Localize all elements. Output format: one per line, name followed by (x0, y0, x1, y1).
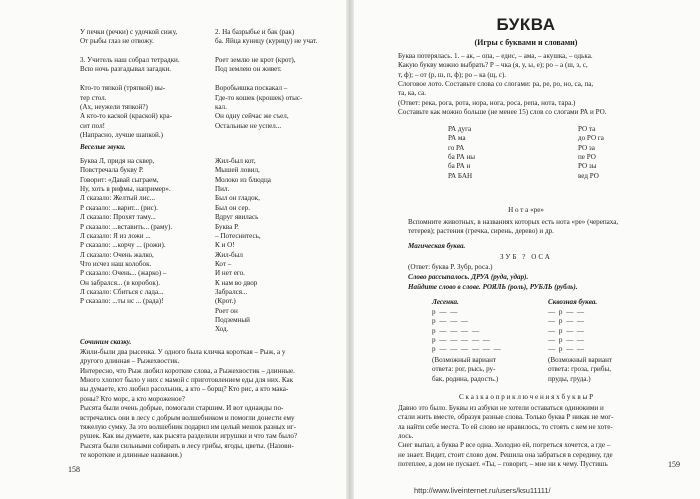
text-line: потеплее, а дом не пускает. «Ты, – говорит, – мне ни к чему. Пустишь (398, 460, 608, 469)
text-line (80, 47, 210, 56)
text-line: тер стол. (80, 93, 107, 102)
text-line: кал. (215, 102, 227, 111)
text-line: (Напрасно, лучше шапкой.) (80, 130, 163, 139)
text-line: лось. (398, 432, 414, 441)
through-letter-heading: Сквозная буква. (548, 298, 598, 306)
through-letter-answer (548, 356, 668, 384)
note-re-heading: Н о т а «ре» (508, 206, 544, 214)
text-line: Р сказало: Очень... (жарко) – (80, 269, 167, 278)
text-line: р — — — — (432, 326, 481, 335)
text-line: Где-то кошек (крошек) отыс- (215, 93, 303, 102)
text-line: Давно это было. Буквы из азбуки не хотели оставаться одинокими и (398, 404, 604, 412)
text-line: — р — — (548, 336, 586, 345)
text-line: 2. На базрыбье и бак (рак) (215, 28, 295, 36)
text-line: Жили-были два рысенка. У одного была кличка короткая – Рыж, а у (80, 348, 286, 356)
scattered-word: Слово рассыпалось. ДРУА (руда, удар). (408, 273, 529, 281)
text-line (80, 75, 210, 84)
text-line: Он одну сейчас же съел, (215, 112, 289, 121)
text-line: роны? Кто морс, а кто мороженое? (80, 394, 185, 403)
tale-letter-r (398, 404, 698, 470)
text-line: те короткие и длинные названия.) (80, 450, 182, 459)
tale-heading: С к а з к а о п р и к л ю ч е н и я х б у к в ы Р (458, 393, 594, 401)
text-line: Р сказало: ...ты нс ... (рада)! (80, 297, 164, 306)
text-line: — р — — (548, 326, 586, 335)
text-line: (Возможный вариант (548, 356, 613, 364)
page-number-left: 158 (68, 465, 80, 474)
text-line: Молоко из блюдца (215, 175, 271, 184)
text-line: р — — — (432, 317, 470, 326)
text-line: р — — (432, 308, 459, 316)
text-line: — р — — (548, 308, 586, 316)
tale-text (80, 348, 342, 460)
text-line: РО зы (578, 162, 597, 171)
text-line: ла найти себе места. То ей слово не нравилось, то стоять с кем не хоте- (398, 422, 613, 431)
text-line: ответа: гроза, грибы, (548, 365, 611, 374)
text-line: Какую букву можно выбрать? Р – чка (я, у, ы, е); ро – а (ш, з, с, (398, 61, 588, 70)
text-line: пруды, груда.) (548, 374, 591, 383)
text-line: (Крот.) (215, 297, 236, 306)
text-line: Л сказало: Желтый лис... (80, 194, 155, 203)
text-line: Л сказало: Прохят таму... (80, 213, 156, 222)
magic-letter-answer: (Ответ: буква Р. Зубр, роса.) (408, 263, 493, 271)
text-line: Снег выпал, а буква Р все одна. Холодно ей, погреться хочется, а где – (398, 441, 611, 450)
text-line: Жил-был кот, (215, 157, 256, 165)
text-line: Много хлопот было у них с мамой с приготовлением еды для них. Как (80, 376, 294, 385)
text-line: Р сказало: ...вставить... (раму). (80, 222, 173, 231)
text-line: Р сказало: ...варит... (рис). (80, 203, 158, 212)
text-line: Он забрался... (в коробок). (80, 278, 161, 287)
text-line: до РО га (578, 134, 604, 143)
text-line: р — — — — — (432, 336, 491, 345)
text-line: Вдруг явилась (215, 213, 259, 222)
text-line: Буква потерялась. 1. – ак, – опа, – едис, – ама, – акушка, – одька. (398, 52, 593, 60)
riddles-column-left (80, 28, 210, 140)
heading-fun-sounds: Веселые звуки. (80, 143, 126, 151)
text-line: Роет он (215, 306, 238, 315)
text-line: Кто-то тяпкой (тряпкой) вы- (80, 84, 166, 93)
text-line: РА ма (448, 134, 466, 143)
text-line: Р сказало: ...корчу ... (рожи). (80, 241, 166, 250)
heading-compose-tale: Сочиним сказку. (80, 338, 132, 346)
text-line: р — — — — — — (432, 345, 502, 354)
text-line: та, ка, са. (398, 89, 427, 98)
text-line: У печки (речки) с удочкой сижу, (80, 28, 178, 36)
ladder-heading: Лесенка. (432, 298, 459, 306)
page-number-right: 159 (668, 460, 680, 469)
magic-letter-heading: Магическая буква. (408, 242, 466, 250)
text-line: Л сказало: Очень жалко, (80, 250, 154, 259)
text-line: тяжелую сумку. За это волшебник подарил им целый мешок разных иг- (80, 422, 297, 431)
text-line: вед РО (578, 171, 599, 180)
text-line: Роет землю не крот (крот), (215, 56, 296, 65)
text-line: Рысята были сильными собирать в лесу грибы, ягоды, цветы. (Назови- (80, 441, 294, 450)
text-line: Под землею он живет. (215, 65, 282, 74)
riddles-column-right (215, 28, 345, 131)
text-line: Л сказало: Я из ложи ... (80, 231, 151, 240)
text-line: го РА (448, 143, 465, 152)
text-line: Был он гладок, (215, 194, 260, 203)
text-line (215, 47, 345, 56)
note-re-text (408, 218, 698, 237)
ladder-answer (432, 356, 552, 384)
text-line: рушек. Как вы думаете, как рысята разделили игрушки и что там было? (80, 432, 298, 441)
text-line: От рыбы глаз не отвожу. (80, 37, 154, 46)
text-line: другого длинная – Рыжехвостик. (80, 357, 180, 366)
text-line: Буква Л, придя на сквер, (80, 157, 155, 165)
text-line: 3. Учитель наш собрал тетрадки. (80, 56, 180, 65)
intro-exercises (398, 52, 698, 118)
page-subtitle: (Игры с буквами и словами) (474, 38, 578, 47)
text-line: РА БАН (448, 171, 473, 180)
text-line: Интересно, что Рыж любил короткие слова, а Рыжехвостик – длинные. (80, 366, 295, 375)
text-line: — р — — (548, 345, 586, 354)
text-line: Ну, хоть в рифмы, например». (80, 185, 171, 194)
word-in-word: Найдите слово в слове. РОЯЛЬ (роль), РУБЛЬ (рубль). (408, 283, 578, 291)
text-line: т, ф); – от (р, ш, п, ф); ро – ка (щ, с). (398, 70, 507, 79)
syllables-ro-list (578, 125, 668, 181)
text-line: И нет его. (215, 269, 245, 278)
text-line: вы думаете, кто любил расольник, а кто – борщ? Кто рис, а кто мака- (80, 385, 289, 394)
text-line: РО за (578, 143, 595, 152)
text-line: Всю ночь разгадывал загадки. (80, 65, 172, 74)
text-line: Мышей ловил, (215, 166, 260, 175)
text-line: ответа: рог, рысь, ру- (432, 365, 496, 374)
magic-letter-puzzle: ЗУБ ? ОСА (500, 253, 552, 261)
right-page (352, 0, 700, 499)
text-line: Забрался... (215, 288, 248, 297)
text-line: К нам во двор (215, 278, 258, 287)
text-line: Слоговое лото. Составьте слова со слогами: ра, ре, ро, но, са, па, (398, 80, 594, 89)
text-line: — р — — (548, 317, 586, 326)
text-line: – Потеснитесь, (215, 231, 261, 240)
text-line: ба. Яйца куницу (курицу) не учат. (215, 37, 318, 46)
text-line: Вспомните животных, в названиях которых есть нота «ре» (черепаха, (408, 218, 619, 226)
source-url: http://www.liveinternet.ru/users/ksu11111/ (414, 486, 551, 495)
text-line: Жил-был (215, 250, 243, 259)
text-line: (Ответ: река, рога, рота, нора, нога, роса, репа, нота, тара.) (398, 98, 576, 107)
text-line: Говорит: «Давай сыграем, (80, 175, 159, 184)
text-line: Остальные не успел... (215, 121, 282, 130)
text-line: Составьте как можно больше (не менее 15) слов со слогами РА и РО. (398, 108, 607, 117)
ladder-puzzle (432, 308, 552, 355)
text-line: бак, родина, радость.) (432, 374, 499, 383)
poem-cat (215, 157, 345, 335)
text-line: ба РА ны (448, 153, 476, 162)
text-line: Л сказало: Сбиться с лада... (80, 288, 164, 297)
text-line: Пил. (215, 185, 230, 194)
text-line: сит пол! (80, 121, 105, 130)
text-line: Был он сер. (215, 203, 250, 212)
text-line: не знает. Видит, стоит слово дом. Решила она забраться в середину, где (398, 450, 613, 459)
text-line: Подземный (215, 316, 250, 325)
text-line: Кот – (215, 259, 232, 268)
text-line: Рысята были очень добрые, помогали старшим. И вот однажды по- (80, 404, 284, 413)
left-page (0, 0, 348, 499)
text-line: Буква Р. (215, 222, 239, 231)
text-line: Ход. (215, 325, 229, 334)
poem-letters-l-r (80, 157, 210, 307)
text-line: А кто-то каской (краской) кра- (80, 112, 173, 121)
text-line: (Возможный вариант (432, 356, 497, 364)
page-title: БУКВА (496, 15, 556, 34)
through-letter-puzzle (548, 308, 668, 355)
text-line: ба РА н (448, 162, 471, 171)
text-line: Что исчез наш колобок. (80, 259, 152, 268)
text-line: Повстречала букву Р. (80, 166, 144, 175)
text-line: РА дуга (448, 125, 472, 133)
text-line: пе РО (578, 153, 596, 162)
text-line (215, 75, 345, 84)
text-line: стали жить вместе, образуя разные слова. Только буква Р никак не мог- (398, 413, 614, 422)
text-line: (Ах, неужели тяпкой?) (80, 102, 148, 111)
text-line: РО та (578, 125, 596, 133)
syllables-ra-list (448, 125, 538, 181)
text-line: Воробьишка поскакал – (215, 84, 288, 93)
text-line: встречались они в лесу с добрым волшебником и помогли донести ему (80, 413, 295, 422)
text-line: К и О! (215, 241, 235, 250)
text-line: тетерев); растения (гречка, сирень, дерево) и др. (408, 227, 554, 236)
